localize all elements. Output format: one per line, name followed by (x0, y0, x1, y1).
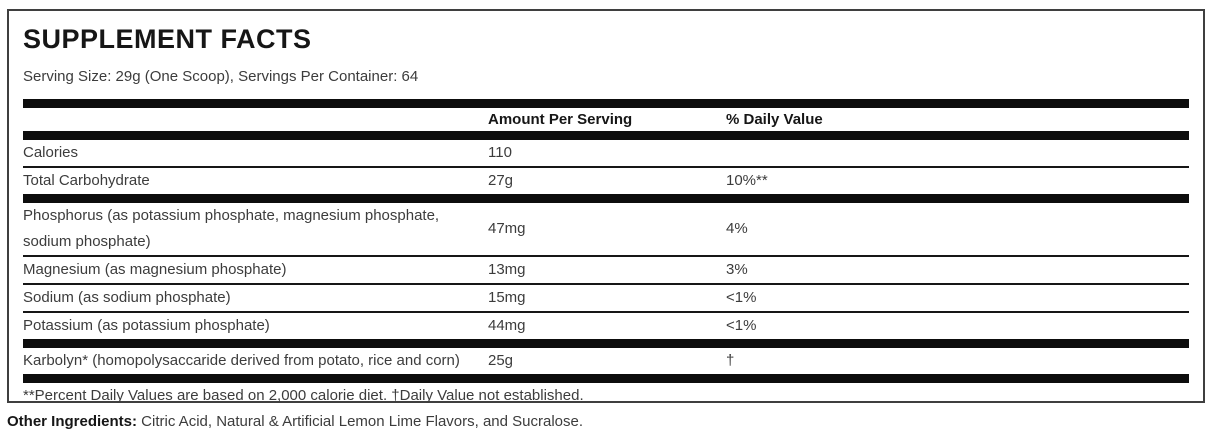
other-ingredients-label: Other Ingredients: (7, 413, 138, 430)
supplement-facts-panel (7, 9, 1205, 403)
nutrient-name: Phosphorus (as potassium phosphate, magnesium phosphate, sodium phosphate) (23, 207, 440, 250)
nutrient-row-karbolyn (23, 348, 1189, 374)
nutrient-row-total-carbohydrate (23, 166, 1189, 194)
nutrient-group-macros (23, 140, 1189, 194)
nutrient-daily-value: 4% (726, 220, 748, 237)
other-ingredients-line (7, 412, 583, 432)
nutrient-group-karbolyn (23, 348, 1189, 374)
other-ingredients-text: Citric Acid, Natural & Artificial Lemon Lime Flavors, and Sucralose. (137, 413, 584, 430)
nutrient-name: Potassium (as potassium phosphate) (23, 317, 270, 334)
nutrient-row-magnesium (23, 255, 1189, 283)
nutrient-daily-value: 3% (726, 261, 748, 278)
divider-bar (23, 99, 1189, 108)
nutrient-amount: 47mg (488, 220, 526, 237)
nutrient-amount: 13mg (488, 261, 526, 278)
serving-info: Serving Size: 29g (One Scoop), Servings Per Container: 64 (23, 68, 419, 85)
nutrient-row-phosphorus (23, 203, 1189, 255)
nutrient-group-minerals (23, 203, 1189, 339)
divider-bar (23, 194, 1189, 203)
panel-title: SUPPLEMENT FACTS (23, 24, 312, 54)
nutrient-amount: 110 (488, 144, 512, 161)
nutrient-daily-value: † (726, 352, 735, 369)
nutrient-row-sodium (23, 283, 1189, 311)
column-header-amount: Amount Per Serving (488, 111, 633, 128)
nutrient-name: Calories (23, 144, 79, 161)
nutrient-name: Sodium (as sodium phosphate) (23, 289, 231, 306)
divider-bar (23, 374, 1189, 383)
nutrient-name: Karbolyn* (homopolysaccaride derived from potato, rice and corn) (23, 352, 460, 369)
nutrient-row-calories (23, 140, 1189, 166)
nutrient-amount: 27g (488, 172, 514, 189)
nutrient-amount: 25g (488, 352, 514, 369)
nutrient-name: Total Carbohydrate (23, 172, 150, 189)
divider-bar (23, 131, 1189, 140)
nutrient-amount: 44mg (488, 317, 526, 334)
nutrient-name: Magnesium (as magnesium phosphate) (23, 261, 287, 278)
nutrient-daily-value: <1% (726, 317, 757, 334)
nutrient-daily-value: 10%** (726, 172, 768, 189)
daily-value-footnote: **Percent Daily Values are based on 2,000 calorie diet. †Daily Value not established. (23, 387, 584, 404)
divider-bar (23, 339, 1189, 348)
nutrient-daily-value: <1% (726, 289, 757, 306)
table-header-row (23, 108, 1189, 131)
nutrient-row-potassium (23, 311, 1189, 339)
nutrient-amount: 15mg (488, 289, 526, 306)
column-header-daily-value: % Daily Value (726, 111, 823, 128)
